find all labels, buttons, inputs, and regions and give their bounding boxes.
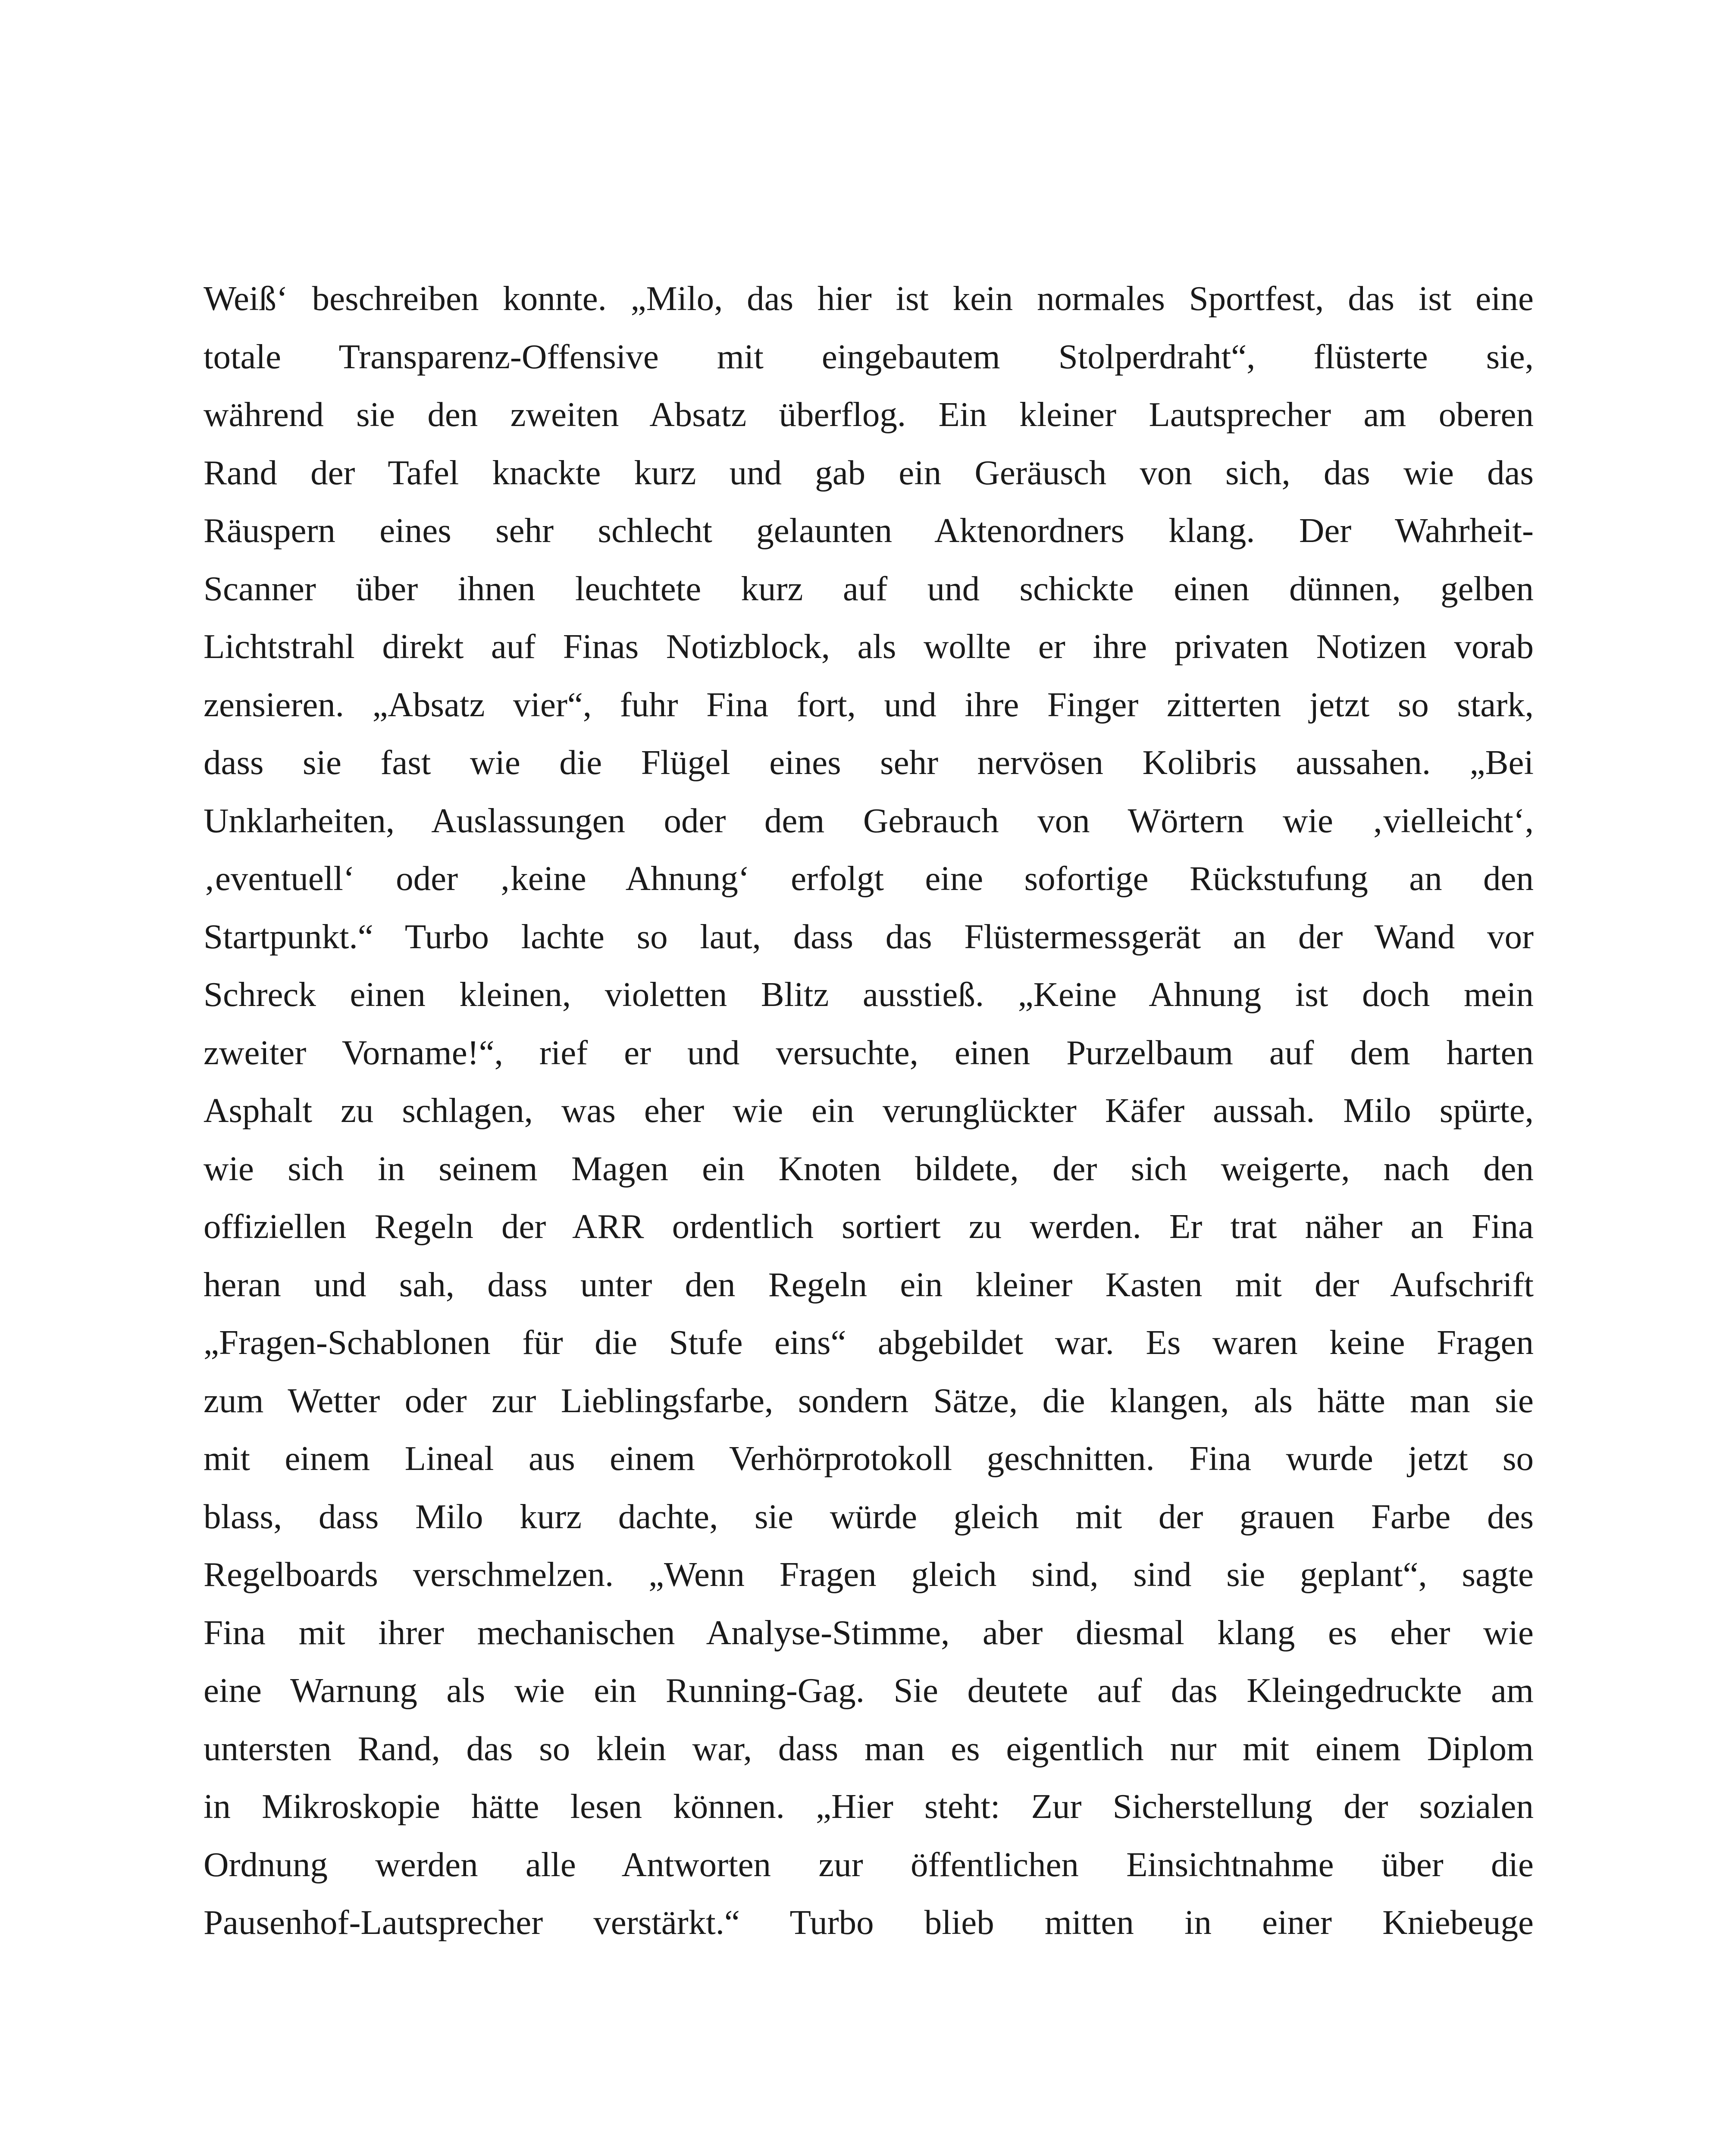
- text-line-26: untersten Rand, das so klein war, dass man es eigentlich nur mit einem Diplom: [204, 1729, 1534, 1768]
- text-line-9: dass sie fast wie die Flügel eines sehr nervösen Kolibris aussahen. „Bei: [204, 743, 1534, 782]
- text-line-11: ‚eventuell‘ oder ‚keine Ahnung‘ erfolgt eine sofortige Rückstufung an den: [204, 859, 1534, 898]
- text-line-18: heran und sah, dass unter den Regeln ein kleiner Kasten mit der Aufschrift: [204, 1265, 1534, 1304]
- text-line-8: zensieren. „Absatz vier“, fuhr Fina fort, und ihre Finger zitterten jetzt so stark,: [204, 685, 1534, 724]
- text-line-7: Lichtstrahl direkt auf Finas Notizblock, als wollte er ihre privaten Notizen vorab: [204, 627, 1534, 666]
- text-line-20: zum Wetter oder zur Lieblingsfarbe, sondern Sätze, die klangen, als hätte man sie: [204, 1381, 1534, 1420]
- text-line-24: Fina mit ihrer mechanischen Analyse-Stimme, aber diesmal klang es eher wie: [204, 1613, 1534, 1652]
- text-line-25: eine Warnung als wie ein Running-Gag. Sie deutete auf das Kleingedruckte am: [204, 1671, 1534, 1710]
- text-line-6: Scanner über ihnen leuchtete kurz auf und schickte einen dünnen, gelben: [204, 569, 1534, 608]
- body-text: [204, 270, 1534, 1952]
- text-line-29: Pausenhof-Lautsprecher verstärkt.“ Turbo blieb mitten in einer Kniebeuge: [204, 1903, 1534, 1942]
- text-line-2: totale Transparenz-Offensive mit eingebautem Stolperdraht“, flüsterte sie,: [204, 337, 1534, 376]
- text-line-3: während sie den zweiten Absatz überflog. Ein kleiner Lautsprecher am oberen: [204, 395, 1534, 434]
- text-line-28: Ordnung werden alle Antworten zur öffentlichen Einsichtnahme über die: [204, 1845, 1534, 1884]
- text-line-14: zweiter Vorname!“, rief er und versuchte, einen Purzelbaum auf dem harten: [204, 1033, 1534, 1072]
- text-line-15: Asphalt zu schlagen, was eher wie ein verunglückter Käfer aussah. Milo spürte,: [204, 1091, 1534, 1130]
- text-line-27: in Mikroskopie hätte lesen können. „Hier steht: Zur Sicherstellung der sozialen: [204, 1787, 1534, 1826]
- text-line-22: blass, dass Milo kurz dachte, sie würde gleich mit der grauen Farbe des: [204, 1497, 1534, 1536]
- text-line-23: Regelboards verschmelzen. „Wenn Fragen gleich sind, sind sie geplant“, sagte: [204, 1555, 1534, 1594]
- text-line-17: offiziellen Regeln der ARR ordentlich sortiert zu werden. Er trat näher an Fina: [204, 1207, 1534, 1246]
- text-line-13: Schreck einen kleinen, violetten Blitz ausstieß. „Keine Ahnung ist doch mein: [204, 975, 1534, 1014]
- text-line-19: „Fragen-Schablonen für die Stufe eins“ abgebildet war. Es waren keine Fragen: [204, 1323, 1534, 1362]
- text-line-16: wie sich in seinem Magen ein Knoten bildete, der sich weigerte, nach den: [204, 1149, 1534, 1188]
- text-line-1: Weiß‘ beschreiben konnte. „Milo, das hier ist kein normales Sportfest, das ist eine: [204, 279, 1534, 318]
- text-line-4: Rand der Tafel knackte kurz und gab ein Geräusch von sich, das wie das: [204, 453, 1534, 492]
- text-line-12: Startpunkt.“ Turbo lachte so laut, dass das Flüstermessgerät an der Wand vor: [204, 917, 1534, 956]
- text-line-21: mit einem Lineal aus einem Verhörprotokoll geschnitten. Fina wurde jetzt so: [204, 1439, 1534, 1478]
- text-line-5: Räuspern eines sehr schlecht gelaunten Aktenordners klang. Der Wahrheit-: [204, 511, 1534, 550]
- text-line-10: Unklarheiten, Auslassungen oder dem Gebrauch von Wörtern wie ‚vielleicht‘,: [204, 801, 1534, 840]
